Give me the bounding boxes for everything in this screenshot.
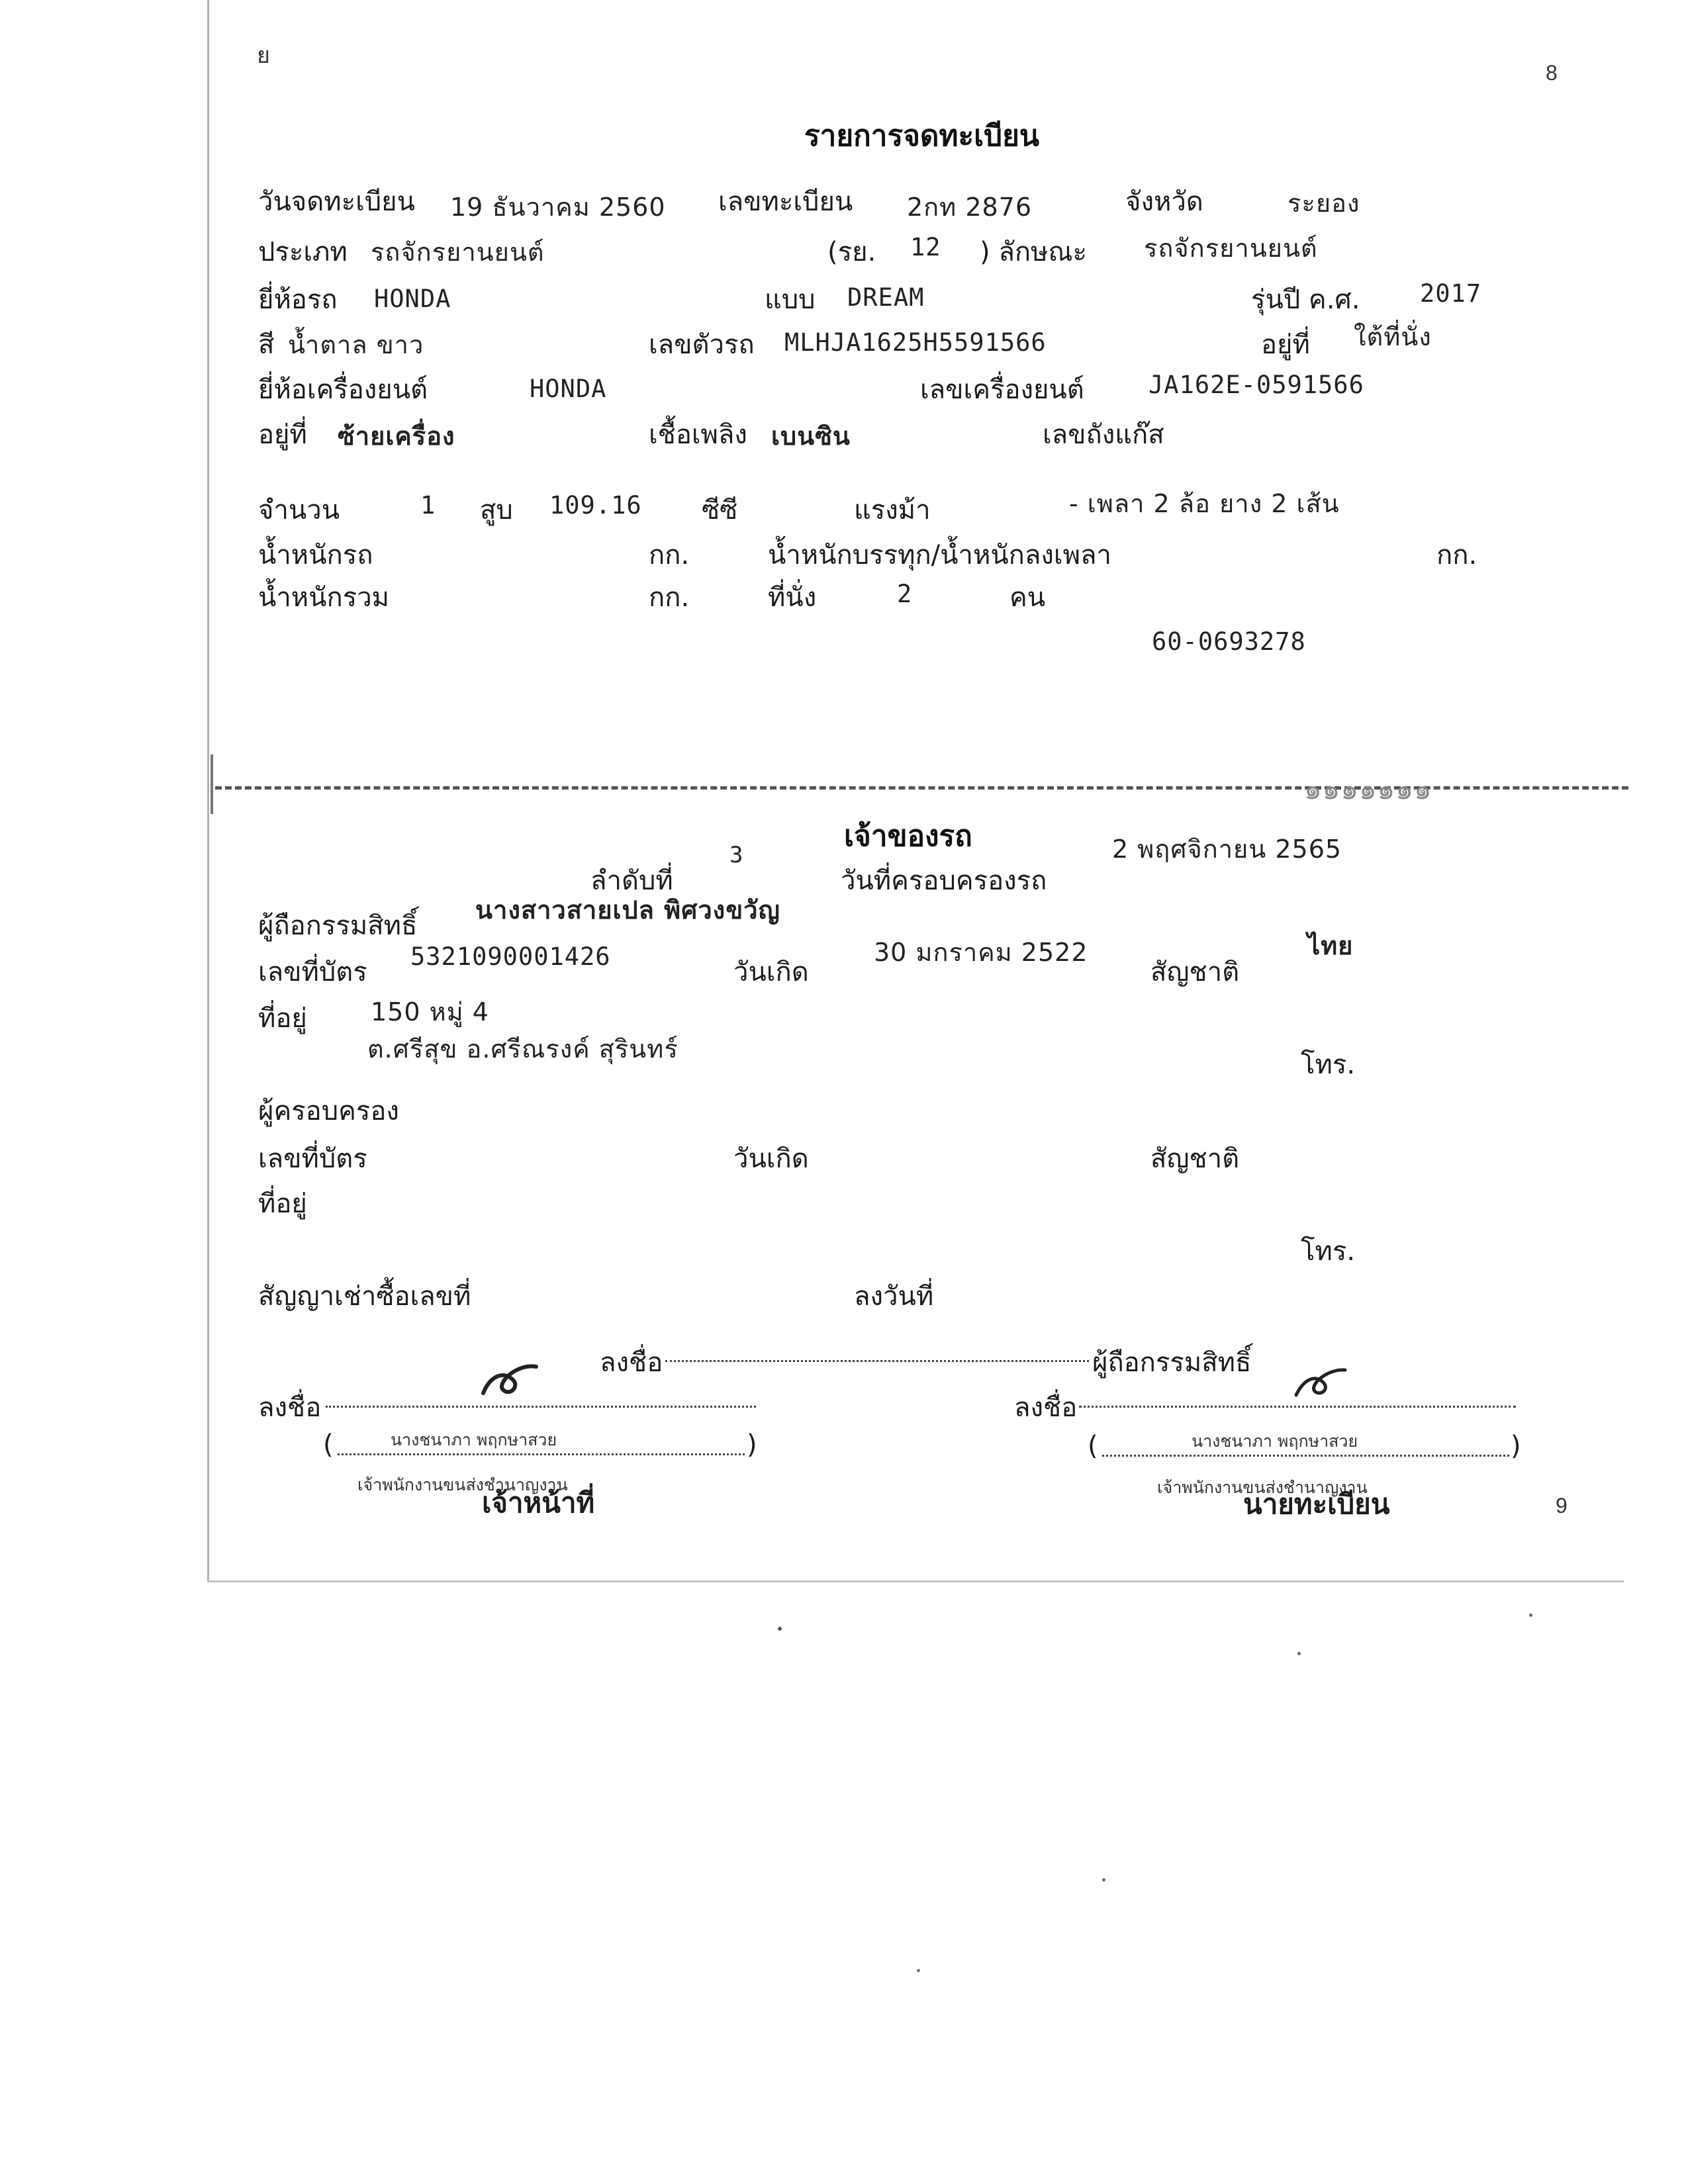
registrar-sign-label: ลงชื่อ xyxy=(1014,1392,1078,1423)
dob-value: 30 มกราคม 2522 xyxy=(874,938,1088,967)
reg-date-value: 19 ธันวาคม 2560 xyxy=(450,193,666,222)
chassis-value: MLHJA1625H5591566 xyxy=(784,328,1047,357)
model-value: DREAM xyxy=(847,283,925,312)
count-label: จำนวน xyxy=(258,495,340,525)
owner-title: เจ้าของรถ xyxy=(844,819,972,853)
holder-sign-label: ลงชื่อ xyxy=(600,1347,663,1378)
province-label: จังหวัด xyxy=(1125,187,1203,217)
cc-label: ซีซี xyxy=(702,495,738,525)
officer-sign-label: ลงชื่อ xyxy=(258,1392,322,1423)
officer-name-line xyxy=(338,1453,745,1455)
type-label: ประเภท xyxy=(258,237,348,267)
kg-2: กก. xyxy=(1436,540,1477,570)
possession-date-label: วันที่ครอบครองรถ xyxy=(841,866,1047,896)
left-margin-notch xyxy=(211,754,213,814)
registrar-role: นายทะเบียน xyxy=(1243,1488,1390,1520)
possessor-dob-label: วันเกิด xyxy=(733,1144,809,1174)
kg-3: กก. xyxy=(649,582,690,613)
dob-label: วันเกิด xyxy=(733,957,809,987)
year-value: 2017 xyxy=(1420,279,1482,308)
registrar-signature xyxy=(1291,1362,1350,1402)
id-value: 5321090001426 xyxy=(410,942,611,971)
registration-title: รายการจดทะเบียน xyxy=(804,119,1039,153)
engine-brand-value: HONDA xyxy=(530,375,607,403)
officer-name-stamp: นางชนาภา พฤกษาสวย xyxy=(391,1430,557,1449)
possessor-address-label: ที่อยู่ xyxy=(258,1189,307,1219)
brand-value: HONDA xyxy=(374,285,451,313)
holder-sign-suffix: ผู้ถือกรรมสิทธิ์ xyxy=(1092,1347,1252,1378)
hp-label: แรงม้า xyxy=(854,495,931,525)
left-margin-line xyxy=(207,0,209,1582)
engine-loc-value: ซ้ายเครื่อง xyxy=(338,422,455,451)
seat-label: ที่นั่ง xyxy=(768,582,817,613)
officer-role: เจ้าหน้าที่ xyxy=(482,1486,595,1519)
type-code-num: 12 xyxy=(910,233,941,261)
count-value: 1 xyxy=(420,491,436,520)
order-label: ลำดับที่ xyxy=(590,866,673,896)
contract-label: สัญญาเช่าซื้อเลขที่ xyxy=(258,1281,471,1312)
registrar-name-line xyxy=(1102,1455,1509,1457)
chassis-loc-value: ใต้ที่นั่ง xyxy=(1354,322,1432,351)
scan-speck xyxy=(1102,1878,1105,1882)
chassis-label: เลขตัวรถ xyxy=(649,330,755,360)
engine-loc-label: อยู่ที่ xyxy=(258,420,307,450)
engine-brand-label: ยี่ห้อเครื่องยนต์ xyxy=(258,375,428,405)
page-number-bottom: 9 xyxy=(1556,1494,1568,1518)
address-line2: ต.ศรีสุข อ.ศรีณรงค์ สุรินทร์ xyxy=(367,1034,679,1064)
type-code-close: ) ลักษณะ xyxy=(980,237,1088,267)
registrar-position-stamp: เจ้าพนักงานขนส่งชำนาญงาน xyxy=(1157,1478,1368,1497)
nationality-value: ไทย xyxy=(1307,931,1354,960)
contract-date-label: ลงวันที่ xyxy=(854,1281,934,1312)
officer-paren-close: ) xyxy=(747,1430,757,1460)
brand-label: ยี่ห้อรถ xyxy=(258,285,338,315)
officer-sign-line xyxy=(326,1406,756,1408)
kg-1: กก. xyxy=(649,540,690,570)
scan-speck xyxy=(917,1969,920,1972)
gas-tank-label: เลขถังแก๊ส xyxy=(1043,420,1164,450)
body-value: รถจักรยานยนต์ xyxy=(1144,234,1318,263)
cyl-label: สูบ xyxy=(480,495,513,525)
color-value: น้ำตาล ขาว xyxy=(288,330,424,359)
faded-stamp-number: ๑๑๑๑๑๑๑ xyxy=(1304,773,1432,805)
type-code-open: (รย. xyxy=(827,237,876,267)
address-label: ที่อยู่ xyxy=(258,1003,307,1034)
registrar-sign-line xyxy=(1079,1406,1516,1408)
scan-speck xyxy=(1529,1614,1532,1617)
engine-no-label: เลขเครื่องยนต์ xyxy=(920,375,1084,405)
registrar-name-stamp: นางชนาภา พฤกษาสวย xyxy=(1192,1432,1358,1451)
reg-no-label: เลขทะเบียน xyxy=(718,187,853,217)
page-number-top: 8 xyxy=(1546,61,1558,85)
possessor-label: ผู้ครอบครอง xyxy=(258,1096,399,1126)
seat-value: 2 xyxy=(897,580,913,608)
type-value: รถจักรยานยนต์ xyxy=(371,238,545,267)
color-label: สี xyxy=(258,330,275,360)
registrar-paren-close: ) xyxy=(1511,1431,1521,1461)
total-weight-label: น้ำหนักรวม xyxy=(258,582,390,613)
scan-speck xyxy=(1297,1652,1301,1655)
person-label: คน xyxy=(1009,582,1046,613)
axle-value: - เพลา 2 ล้อ ยาง 2 เส้น xyxy=(1069,489,1340,518)
nationality-label: สัญชาติ xyxy=(1150,957,1240,987)
cc-value: 109.16 xyxy=(549,491,642,520)
engine-no-value: JA162E-0591566 xyxy=(1149,371,1364,399)
possessor-nationality-label: สัญชาติ xyxy=(1150,1144,1240,1174)
fuel-label: เชื้อเพลิง xyxy=(649,420,747,450)
holder-sign-line xyxy=(665,1360,1089,1362)
possessor-id-label: เลขที่บัตร xyxy=(258,1144,367,1174)
officer-position-stamp: เจ้าพนักงานขนส่งชำนาญงาน xyxy=(357,1475,568,1494)
chassis-loc-label: อยู่ที่ xyxy=(1261,330,1310,360)
registrar-paren-open: ( xyxy=(1088,1431,1098,1461)
officer-signature xyxy=(477,1357,543,1403)
phone-label: โทร. xyxy=(1301,1050,1356,1080)
province-value: ระยอง xyxy=(1288,189,1360,218)
address-line1: 150 หมู่ 4 xyxy=(371,997,489,1026)
corner-mark: ย xyxy=(257,42,270,69)
document-number: 60-0693278 xyxy=(1152,627,1306,656)
holder-label: ผู้ถือกรรมสิทธิ์ xyxy=(258,911,418,941)
weight-label: น้ำหนักรถ xyxy=(258,540,373,570)
order-value: 3 xyxy=(729,842,744,868)
year-label: รุ่นปี ค.ศ. xyxy=(1251,285,1360,315)
load-label: น้ำหนักบรรทุก/น้ำหนักลงเพลา xyxy=(768,540,1111,570)
officer-paren-open: ( xyxy=(323,1430,334,1460)
possession-date-value: 2 พฤศจิกายน 2565 xyxy=(1112,835,1342,864)
model-label: แบบ xyxy=(765,285,816,315)
id-label: เลขที่บัตร xyxy=(258,957,367,987)
possessor-phone-label: โทร. xyxy=(1301,1236,1356,1267)
scan-speck xyxy=(778,1627,782,1631)
reg-no-value: 2กท 2876 xyxy=(907,193,1033,222)
holder-value: นางสาวสายเปล พิศวงขวัญ xyxy=(475,895,780,925)
fuel-value: เบนซิน xyxy=(771,422,851,451)
reg-date-label: วันจดทะเบียน xyxy=(258,187,415,217)
bottom-page-edge xyxy=(207,1580,1624,1582)
